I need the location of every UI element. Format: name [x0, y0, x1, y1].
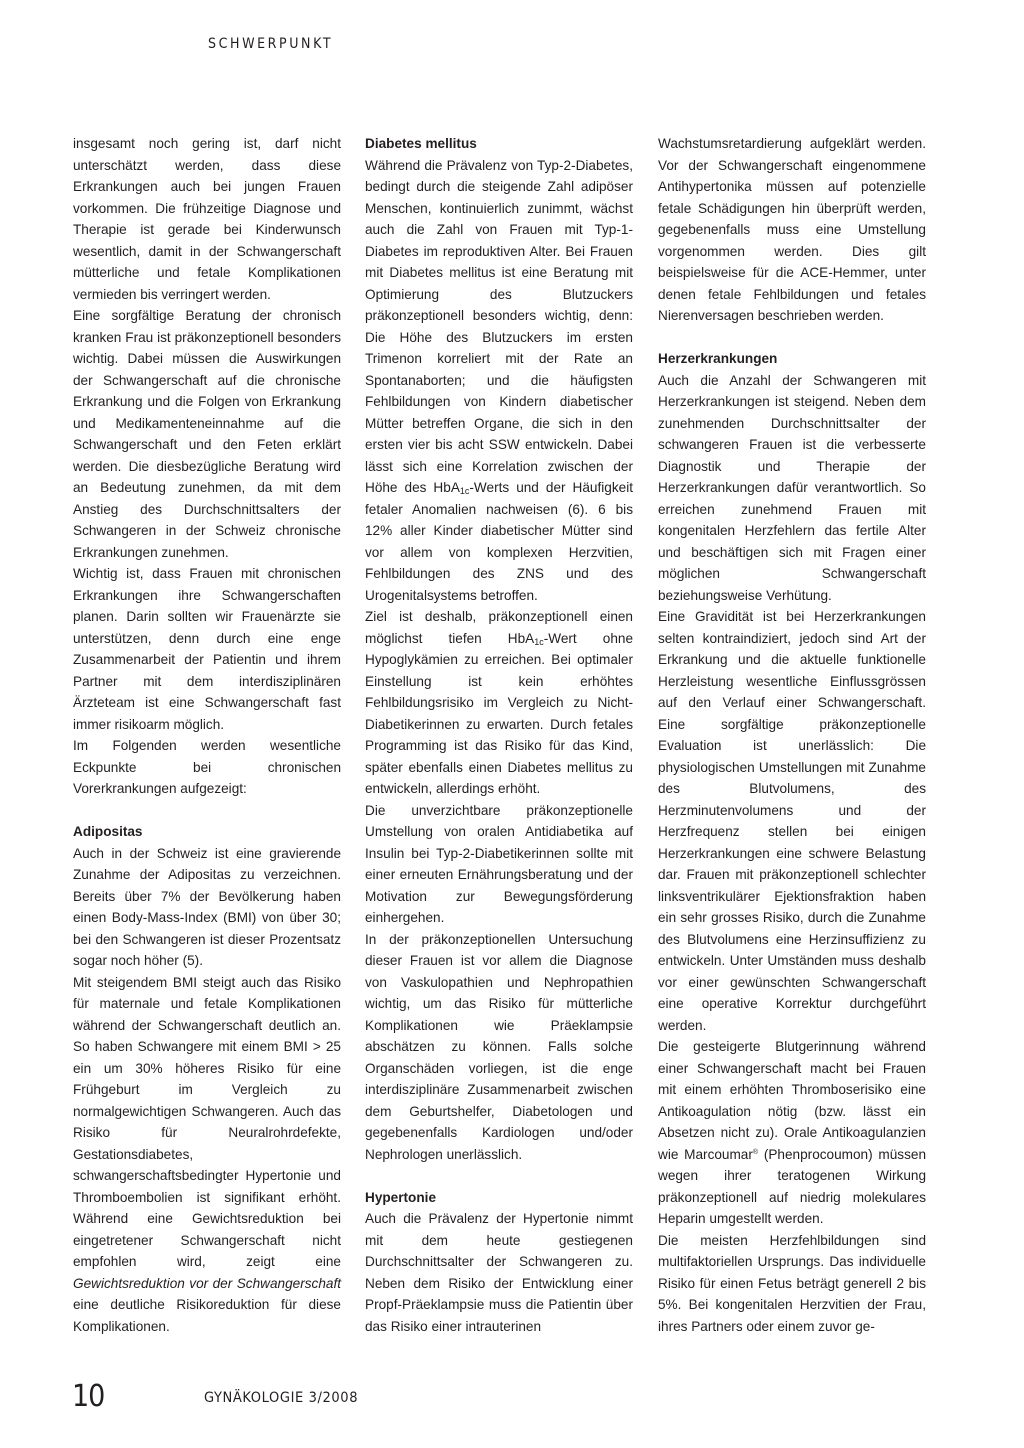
paragraph: Die meisten Herzfehlbildungen sind multifaktoriellen Ursprungs. Das individuelle Risiko für einen Fetus beträgt generell 2 bis 5%. Bei kongenitalen Herzvitien der Frau, ihres Partners oder einem zuvor ge-	[658, 1232, 926, 1334]
text-run: Die gesteigerte Blutgerinnung während einer Schwangerschaft macht bei Frauen mit einem erhöhten Thromboserisiko eine Antikoagulation nötig (bzw. lässt ein Absetzen nicht zu). Orale Antikoagulanzien wie Marcoumar	[658, 1039, 926, 1162]
subscript: 1c	[459, 486, 470, 496]
page-number: 10	[72, 1379, 105, 1414]
paragraph	[365, 155, 633, 607]
paragraph: Die unverzichtbare präkonzeptionelle Umstellung von oralen Antidiabetika auf Insulin bei Typ-2-Diabetikerinnen sollte mit einer erneuten Ernährungsberatung und der Motivation zur Bewegungsförderung einhergehen.	[365, 802, 633, 925]
heading-hypertonie: Hypertonie	[365, 1189, 437, 1205]
paragraph: Im Folgenden werden wesentliche Eckpunkte bei chronischen Vorerkrankungen aufgezeigt:	[73, 738, 341, 796]
paragraph: Eine Gravidität ist bei Herzerkrankungen selten kontraindiziert, jedoch sind Art der Erkrankung und die aktuelle funktionelle Herzleistung wesentliche Einflussgrössen auf den Verlauf einer Schwangerschaft. Eine sorgfältige präkonzeptionelle Evaluation ist unerlässlich: Die physiologischen Umstellungen mit Zunahme des Blutvolumens, des Herzminutenvolumens und der Herzfrequenz stellen bei einigen Herzerkrankungen eine schwere Belastung dar. Frauen mit präkonzeptionell schlechter linksventrikulärer Ejektionsfraktion haben ein sehr grosses Risiko, durch die Zunahme des Blutvolumens eine Herzinsuffizienz zu entwickeln. Unter Umständen muss deshalb vor einer gewünschten Schwangerschaft eine operative Korrektur durchgeführt werden.	[658, 609, 926, 1033]
text-column-2	[365, 133, 633, 1337]
heading-adipositas: Adipositas	[73, 824, 143, 839]
text-run: Während die Prävalenz von Typ-2-Diabetes, bedingt durch die steigende Zahl adipöser Menschen, kontinuierlich zunimmt, wächst auch die Zahl von Frauen mit Typ-1-Diabetes im reproduktiven Alter. Bei Frauen mit Diabetes mellitus ist eine Beratung mit Optimierung des Blutzuckers präkonzeptionell besonders wichtig, denn: Die Höhe des Blutzuckers im ersten Trimenon korreliert mit der Rate an Spontanaborten; und die häufigsten Fehlbildungen von Kindern diabetischer Mütter betreffen Organe, die sich in den ersten vier bis acht SSW entwickeln. Dabei lässt sich eine Korrelation zwischen der Höhe des HbA	[365, 157, 633, 495]
emphasis-text: Gewichtsreduktion vor der Schwangerschaft	[73, 1275, 341, 1291]
text-column-1	[73, 133, 341, 1337]
subscript: 1c	[534, 636, 544, 647]
paragraph: Auch die Anzahl der Schwangeren mit Herzerkrankungen ist steigend. Neben dem zunehmenden Durchschnittsalter der schwangeren Frauen ist die verbesserte Diagnostik und Therapie der Herzerkrankungen dafür verantwortlich. So erreichen zunehmend Frauen mit kongenitalen Herzfehlern das fertile Alter und beschäftigen sich mit Fragen einer möglichen Schwangerschaft beziehungsweise Verhütung.	[658, 372, 926, 603]
paragraph	[365, 606, 633, 800]
text-run: eine deutliche Risikoreduktion für diese Komplikationen.	[73, 1297, 341, 1334]
paragraph: Auch in der Schweiz ist eine gravierende Zunahme der Adipositas zu verzeichnen. Bereits über 7% der Bevölkerung haben einen Body-Mass-Index (BMI) von über 30; bei den Schwangeren ist dieser Prozentsatz sogar noch höher (5).	[73, 845, 341, 968]
text-run: Mit steigendem BMI steigt auch das Risiko für maternale und fetale Komplikationen während der Schwangerschaft deutlich an. So haben Schwangere mit einem BMI > 25 ein um 30% höheres Risiko für eine Frühgeburt im Vergleich zu normalgewichtigen Schwangeren. Auch das Risiko für Neuralrohrdefekte, Gestationsdiabetes, schwangerschaftsbedingter Hypertonie und Thromboembolien ist signifikant erhöht. Während eine Gewichtsreduktion bei eingetretener Schwangerschaft nicht empfohlen wird, zeigt eine	[73, 974, 341, 1269]
superscript: ®	[752, 1148, 759, 1156]
paragraph: Wichtig ist, dass Frauen mit chronischen Erkrankungen ihre Schwangerschaften planen. Darin sollten wir Frauenärzte sie unterstützen, denn durch eine enge Zusammenarbeit der Patientin und ihrem Partner mit dem interdisziplinären Ärzteteam ist eine Schwangerschaft fast immer risikoarm möglich.	[73, 566, 341, 732]
text-run: -Werts und der Häufigkeit fetaler Anomalien nachweisen (6). 6 bis 12% aller Kinder diabetischer Mütter sind vor allem von komplexen Herzvitien, Fehlbildungen des ZNS und des Urogenitalsystems betroffen.	[365, 480, 633, 603]
text-run: -Wert ohne Hypoglykämien zu erreichen. Bei optimaler Einstellung ist kein erhöhtes Fehlbildungsrisiko im Vergleich zu Nicht-Diabetikerinnen zu erwarten. Durch fetales Programming ist das Risiko für das Kind, später ebenfalls einen Diabetes mellitus zu entwickeln, allerdings erhöht.	[365, 630, 633, 796]
paragraph	[73, 972, 341, 1338]
paragraph: insgesamt noch gering ist, darf nicht unterschätzt werden, dass diese Erkrankungen auch bei jungen Frauen vorkommen. Die frühzeitige Diagnose und Therapie ist gerade bei Kinderwunsch wesentlich, damit in der Schwangerschaft mütterliche und fetale Komplikationen vermieden bis verringert werden.	[73, 136, 341, 302]
text-column-3	[658, 133, 926, 1337]
heading-diabetes: Diabetes mellitus	[365, 136, 477, 151]
paragraph: Auch die Prävalenz der Hypertonie nimmt mit dem heute gestiegenen Durchschnittsalter der Schwangeren zu. Neben dem Risiko der Entwicklung einer Propf-Präeklampsie muss die Patientin über das Risiko einer intrauterinen	[365, 1211, 633, 1334]
section-label: SCHWERPUNKT	[208, 36, 334, 52]
heading-herzerkrankungen: Herzerkrankungen	[658, 351, 778, 366]
paragraph: In der präkonzeptionellen Untersuchung dieser Frauen ist vor allem die Diagnose von Vaskulopathien und Nephropathien wichtig, um das Risiko für mütterliche Komplikationen wie Präeklampsie abschätzen zu können. Falls solche Organschäden vorliegen, ist die enge interdisziplinäre Zusammenarbeit zwischen dem Geburtshelfer, Diabetologen und gegebenenfalls Kardiologen und/oder Nephrologen unerlässlich.	[365, 931, 633, 1162]
paragraph: Eine sorgfältige Beratung der chronisch kranken Frau ist präkonzeptionell besonders wichtig. Dabei müssen die Auswirkungen der Schwangerschaft auf die chronische Erkrankung und die Folgen von Erkrankung und Medikamenteneinnahme auf die Schwangerschaft und den Feten erklärt werden. Die diesbezügliche Beratung wird an Bedeutung zunehmen, da mit dem Anstieg des Durchschnittsalters der Schwangeren in der Schweiz chronische Erkrankungen zunehmen.	[73, 308, 341, 560]
journal-citation: GYNÄKOLOGIE 3/2008	[204, 1390, 359, 1406]
text-run: (Phenprocoumon) müssen wegen ihrer teratogenen Wirkung präkonzeptionell auf niedrig molekulares Heparin umgestellt werden.	[658, 1146, 926, 1226]
paragraph	[658, 1036, 926, 1230]
paragraph: Wachstumsretardierung aufgeklärt werden. Vor der Schwangerschaft eingenommene Antihypertonika müssen auf potenzielle fetale Schädigungen hin überprüft werden, gegebenenfalls muss eine Umstellung vorgenommen werden. Dies gilt beispielsweise für die ACE-Hemmer, unter denen fetale Fehlbildungen und fetales Nierenversagen beschrieben werden.	[658, 136, 926, 323]
text-run: Ziel ist deshalb, präkonzeptionell einen möglichst tiefen HbA	[365, 609, 633, 646]
